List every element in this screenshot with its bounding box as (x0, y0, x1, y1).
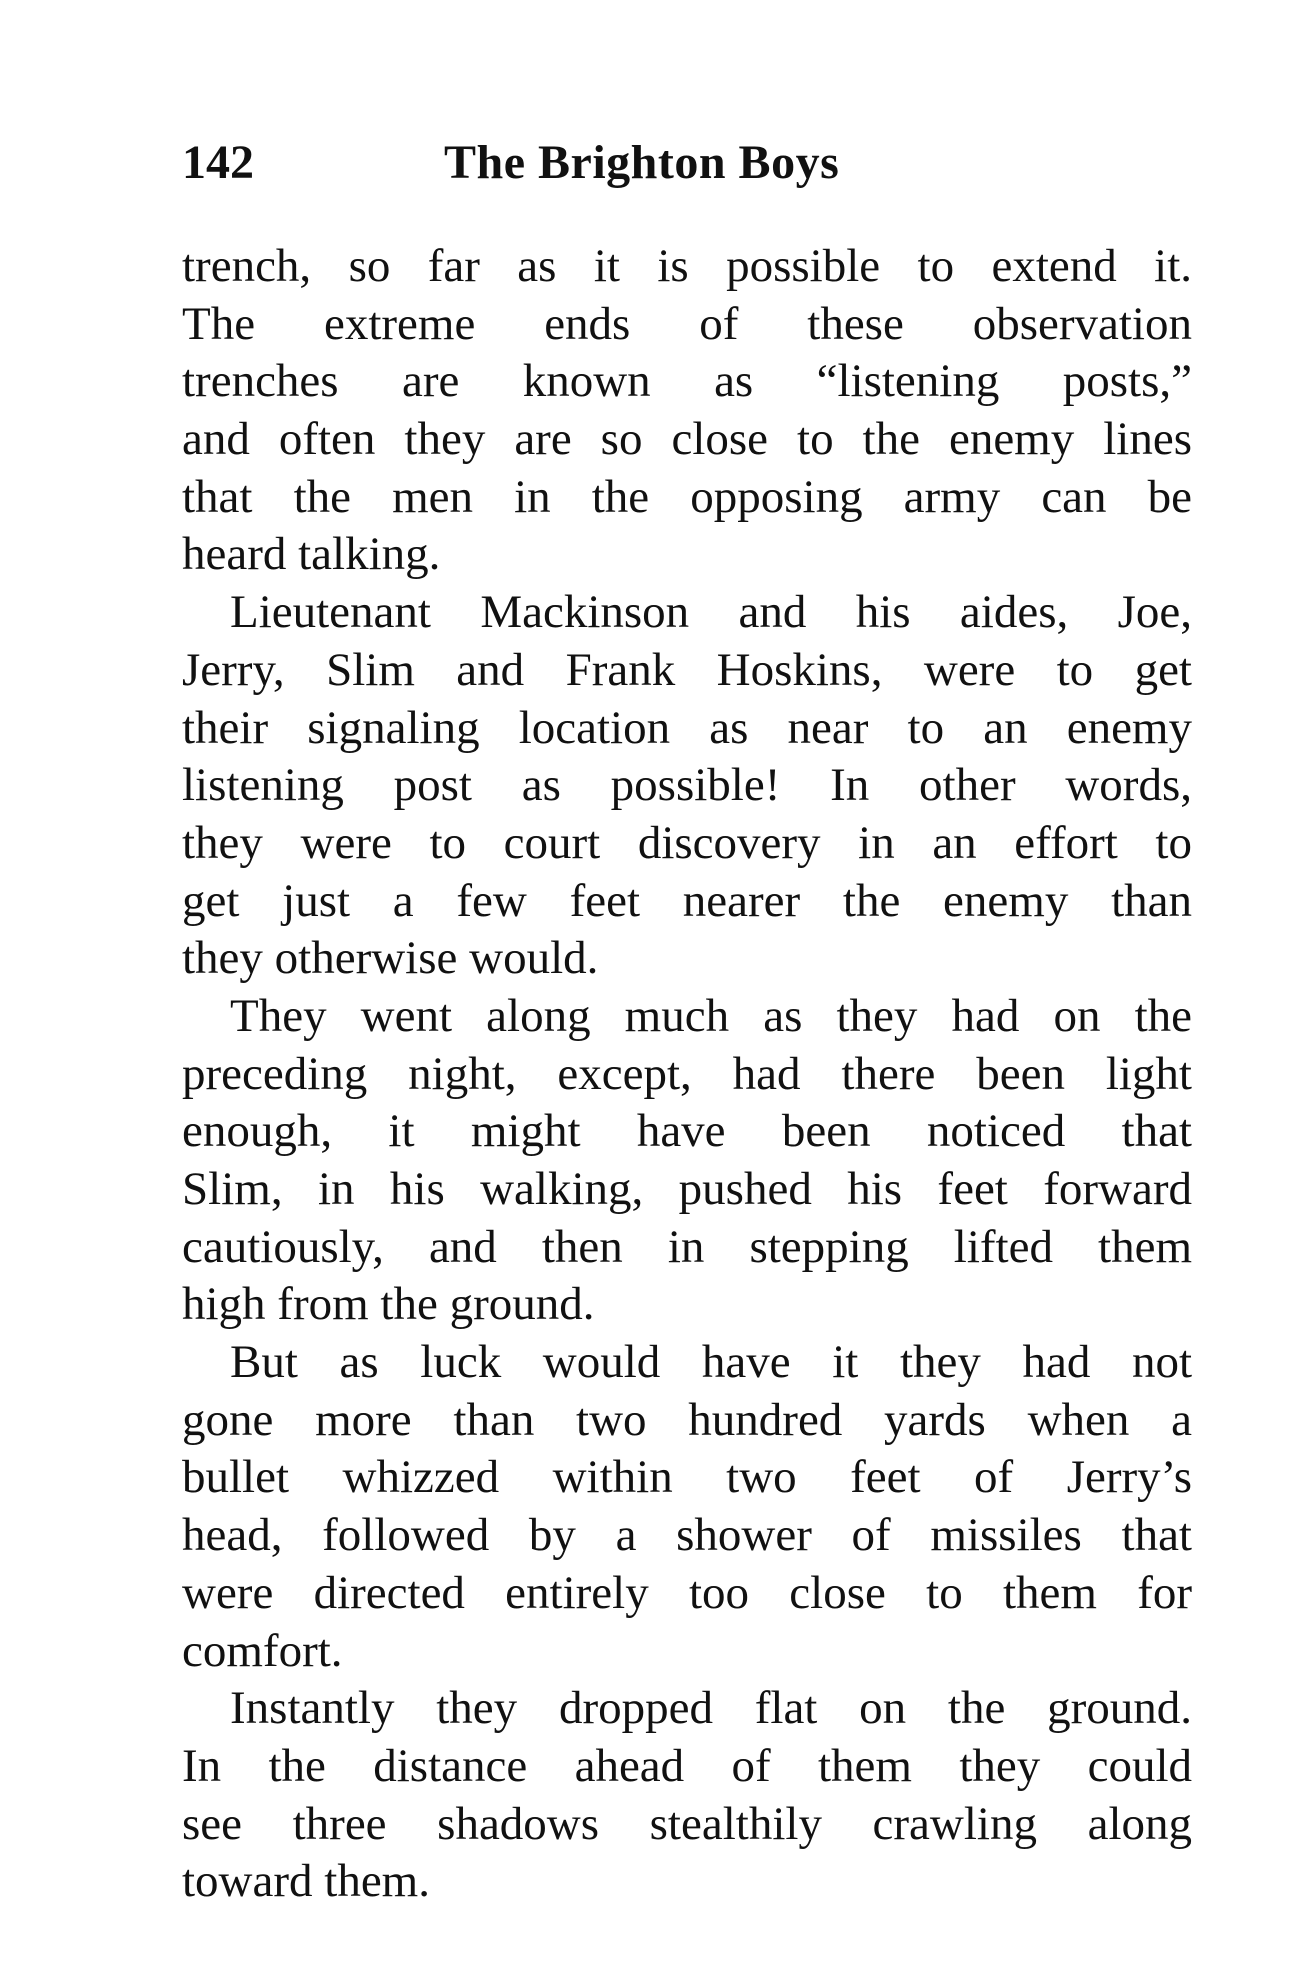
text-line: listening post as possible! In other words, (182, 759, 1192, 812)
body-text (182, 238, 1192, 1911)
text-line: trenches are known as “listening posts,” (182, 355, 1192, 408)
text-line: enough, it might have been noticed that (182, 1105, 1192, 1158)
paragraph (182, 1680, 1192, 1911)
text-line: head, followed by a shower of missiles that (182, 1509, 1192, 1562)
text-line: and often they are so close to the enemy lines (182, 413, 1192, 466)
text-line: they were to court discovery in an effort to (182, 816, 1192, 869)
text-line: cautiously, and then in stepping lifted them (182, 1220, 1192, 1273)
text-line: Instantly they dropped flat on the ground. (230, 1682, 1192, 1735)
text-line: that the men in the opposing army can be (182, 470, 1192, 523)
text-line: high from the ground. (182, 1278, 595, 1331)
page-header (182, 128, 1192, 198)
text-line: Jerry, Slim and Frank Hoskins, were to get (182, 643, 1192, 696)
text-line: see three shadows stealthily crawling along (182, 1797, 1192, 1850)
running-title: The Brighton Boys (444, 136, 840, 189)
text-line: Lieutenant Mackinson and his aides, Joe, (230, 586, 1192, 639)
paragraph (182, 988, 1192, 1334)
text-line: But as luck would have it they had not (230, 1336, 1192, 1389)
text-line: they otherwise would. (182, 932, 599, 985)
text-line: toward them. (182, 1855, 430, 1908)
text-line: They went along much as they had on the (230, 989, 1192, 1042)
text-line: comfort. (182, 1624, 343, 1677)
text-line: gone more than two hundred yards when a (182, 1393, 1192, 1446)
text-line: Slim, in his walking, pushed his feet forward (182, 1163, 1192, 1215)
text-line: trench, so far as it is possible to extend it. (182, 240, 1192, 292)
text-line: were directed entirely too close to them for (182, 1566, 1192, 1619)
paragraph (182, 1334, 1192, 1680)
text-line: The extreme ends of these observation (182, 297, 1192, 350)
paragraph (182, 584, 1192, 988)
page-number: 142 (182, 136, 254, 189)
text-line: get just a few feet nearer the enemy than (182, 874, 1192, 927)
text-line: bullet whizzed within two feet of Jerry’s (182, 1451, 1192, 1504)
text-line: their signaling location as near to an enemy (182, 701, 1192, 754)
text-line: In the distance ahead of them they could (182, 1739, 1192, 1792)
text-line: heard talking. (182, 528, 441, 581)
paragraph (182, 238, 1192, 584)
text-line: preceding night, except, had there been light (182, 1047, 1192, 1100)
